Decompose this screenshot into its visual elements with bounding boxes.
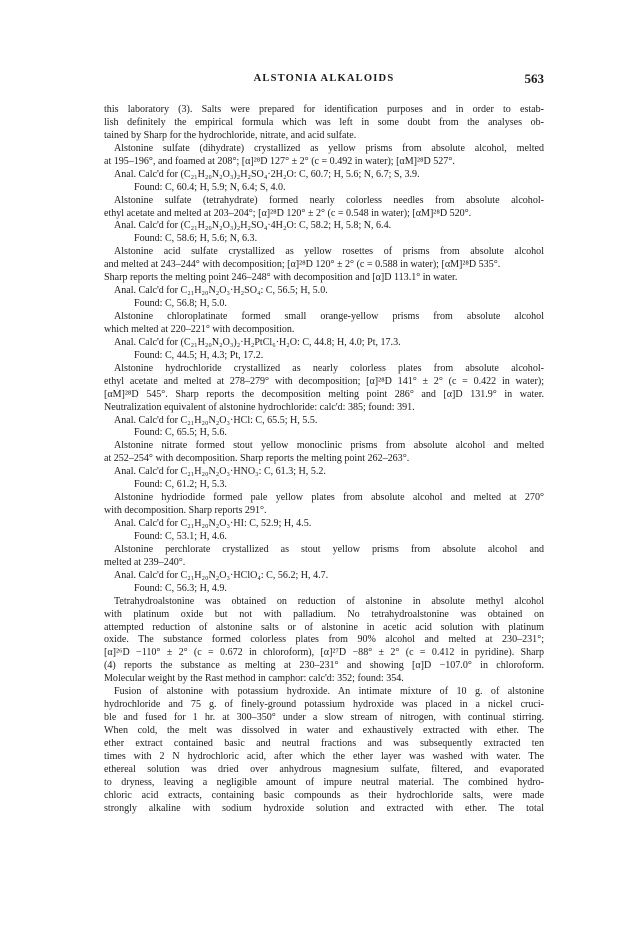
text-line: Anal. Calc'd for C₂₁H₂₀N₂O₃·HI: C, 52.9; H, 4.5. [114,518,312,529]
text-line: Anal. Calc'd for C₂₁H₂₀N₂O₃·HClO₄: C, 56.2; H, 4.7. [114,569,329,581]
text-line: with decomposition. Sharp reports 291°. [104,505,267,517]
text-line: hydrochloride and 75 g. of finely-ground potassium hydroxide was placed in a nickel cruci- [104,699,544,711]
text-line: ethyl acetate and melted at 278–279° with decomposition; [α]²⁸D 141° ± 2° (c = 0.422 in water); [104,375,544,387]
text-line: and melted at 243–244° with decomposition; [α]²⁸D 120° ± 2° (c = 0.588 in water); [αM]²⁸D 535°. [104,259,501,271]
text-line: strongly alkaline with sodium hydroxide solution and extracted with ether. The total [104,802,544,814]
text-line: Anal. Calc'd for C₂₁H₂₀N₂O₃·HCl: C, 65.5; H, 5.5. [114,414,318,426]
text-line: which melted at 220–221° with decomposition. [104,323,295,335]
running-title: ALSTONIA ALKALOIDS [253,73,395,84]
text-line: to dryness, leaving a negligible amount of impure neutral material. The combined hydro- [104,776,544,788]
text-line: with platinum oxide but not with palladium. No tetrahydroalstonine was obtained on [104,608,544,620]
text-line: Found: C, 58.6; H, 5.6; N, 6.3. [134,233,258,245]
text-line: ble and fused for 1 hr. at 300–350° under a slow stream of nitrogen, with continual stirring. [104,712,544,724]
text-line: oxide. The substance formed colorless plates from 90% alcohol and melted at 230–231°; [104,634,544,646]
text-line: Found: C, 61.2; H, 5.3. [134,479,227,491]
text-line: Found: C, 53.1; H, 4.6. [134,530,227,542]
text-line: Alstonine hydrochloride crystallized as nearly colorless plates from absolute alcohol- [114,362,544,374]
text-line: [α]²⁶D −110° ± 2° (c = 0.672 in chloroform), [α]²⁷D −88° ± 2° (c = 0.412 in pyridine). Sharp [104,647,544,659]
text-line: times with 2 N hydrochloric acid, after which the ether layer was washed with water. The [104,750,544,762]
text-line: attempted reduction of alstonine salts or of alstonine in acetic acid solution with platinum [104,621,544,633]
text-line: Found: C, 56.3; H, 4.9. [134,582,227,594]
text-line: ether extract contained basic and neutral fractions and was subsequently extracted ten [104,737,544,749]
text-line: (4) reports the substance as melting at 230–231° and showing [α]D −107.0° in chloroform. [104,660,544,672]
text-line: this laboratory (3). Salts were prepared for identification purposes and in order to estab- [104,104,544,115]
text-line: Anal. Calc'd for C₂₁H₂₀N₂O₃·H₂SO₄: C, 56.5; H, 5.0. [114,285,328,297]
text-line: Anal. Calc'd for (C₂₁H₂₀N₂O₃)₂H₂SO₄·2H₂O: C, 60.7; H, 5.6; N, 6.7; S, 3.9. [114,168,420,180]
text-line: Tetrahydroalstonine was obtained on reduction of alstonine in absolute methyl alcohol [114,595,544,607]
text-line: Alstonine sulfate (tetrahydrate) formed nearly colorless needles from absolute alcohol- [114,194,544,206]
text-line: Alstonine acid sulfate crystallized as yellow rosettes of prisms from absolute alcohol [114,246,544,258]
text-line: tained by Sharp for the hydrochloride, nitrate, and acid sulfate. [104,129,357,141]
text-line: Anal. Calc'd for (C₂₁H₂₀N₂O₃)₂·H₂PtCl₆·H₂O: C, 44.8; H, 4.0; Pt, 17.3. [114,336,401,348]
text-line: at 252–254° with decomposition. Sharp reports the melting point 262–263°. [104,453,410,465]
text-line: ethyl acetate and melted at 203–204°; [α]²⁸D 120° ± 2° (c = 0.548 in water); [αM]²⁸D 520°. [104,207,472,219]
text-line: Found: C, 60.4; H, 5.9; N, 6.4; S, 4.0. [134,181,286,193]
text-line: Alstonine chloroplatinate formed small orange-yellow prisms from absolute alcohol [114,311,544,322]
text-line: When cold, the melt was dissolved in water and exhaustively extracted with ether. The [104,725,544,736]
text-line: chloric acid extracts, containing basic compounds as their hydrochloride salts, were made [104,789,544,801]
text-line: [αM]²⁸D 545°. Sharp reports the decomposition melting point 286° and [α]D 131.9° in water. [104,388,544,400]
page-number: 563 [524,71,544,86]
text-line: Anal. Calc'd for C₂₁H₂₀N₂O₃·HNO₃: C, 61.3; H, 5.2. [114,466,326,478]
text-line: Fusion of alstonine with potassium hydroxide. An intimate mixture of 10 g. of alstonine [114,686,544,698]
text-line: Alstonine perchlorate crystallized as stout yellow prisms from absolute alcohol and [114,543,544,555]
text-line: Found: C, 44.5; H, 4.3; Pt, 17.2. [134,349,264,361]
body-text [104,104,544,816]
text-line: Alstonine sulfate (dihydrate) crystallized as yellow prisms from absolute alcohol, melted [114,142,544,154]
text-line: melted at 239–240°. [104,556,186,568]
text-line: Found: C, 56.8; H, 5.0. [134,298,227,310]
text-line: Alstonine hydriodide formed pale yellow plates from absolute alcohol and melted at 270° [114,492,544,504]
text-line: ethereal solution was dried over anhydrous magnesium sulfate, filtered, and evaporated [104,763,544,775]
text-line: Molecular weight by the Rast method in camphor: calc'd: 352; found: 354. [104,673,404,685]
text-line: at 195–196°, and foamed at 208°; [α]²⁸D 127° ± 2° (c = 0.492 in water); [αM]²⁸D 527°. [104,155,455,167]
text-line: Sharp reports the melting point 246–248° with decomposition and [α]D 113.1° in water. [104,272,458,284]
text-line: Found: C, 65.5; H, 5.6. [134,427,227,439]
running-header [104,73,544,89]
text-line: Neutralization equivalent of alstonine hydrochloride: calc'd: 385; found: 391. [104,401,415,413]
text-line: Alstonine nitrate formed stout yellow monoclinic prisms from absolute alcohol and melted [114,440,544,452]
text-line: lish definitely the empirical formula which was left in some doubt from the analyses ob- [104,116,544,128]
text-line: Anal. Calc'd for (C₂₁H₂₀N₂O₃)₂H₂SO₄·4H₂O: C, 58.2; H, 5.8; N, 6.4. [114,220,392,232]
